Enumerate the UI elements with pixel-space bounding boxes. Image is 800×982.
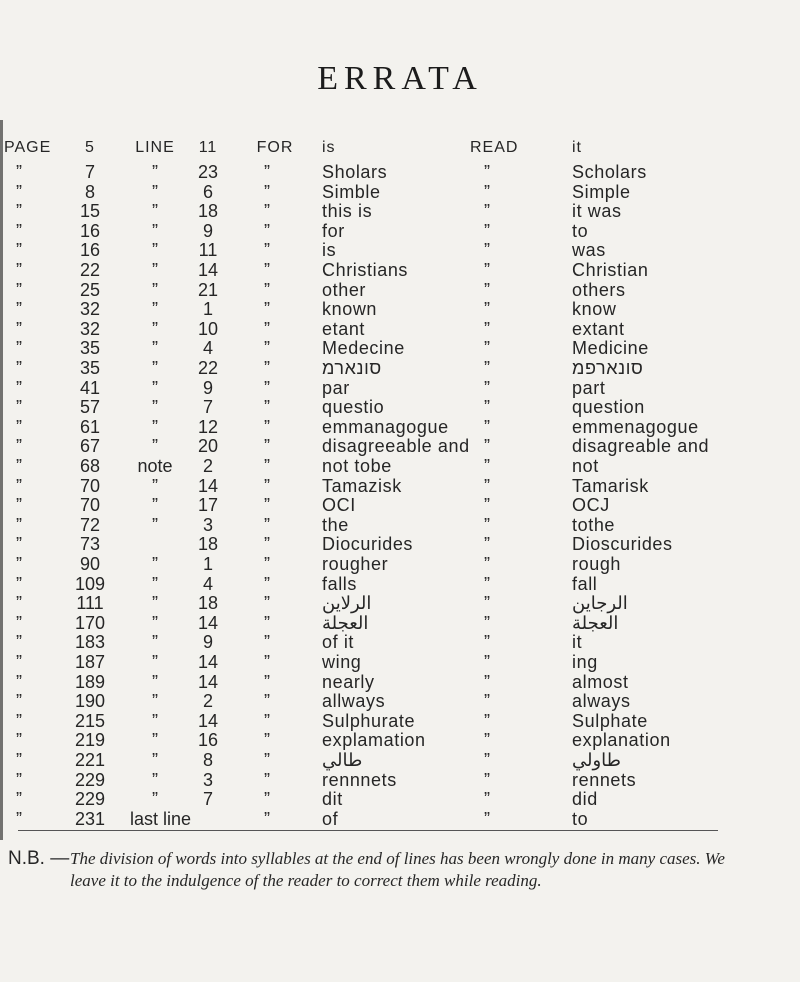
ditto-mark: ” — [264, 691, 270, 712]
wrong-text: סונארמ — [322, 358, 382, 378]
wrong-text: of — [322, 808, 339, 829]
correct-text: it was — [572, 201, 622, 222]
correct-text: סונארפמ — [572, 358, 644, 378]
ditto-mark: ” — [16, 750, 22, 770]
wrong-text: falls — [322, 573, 358, 594]
line-ditto: ” — [152, 789, 158, 810]
line-number: 9 — [202, 220, 213, 241]
ditto-mark: ” — [484, 671, 490, 692]
line-number: 22 — [197, 358, 219, 378]
ditto-mark: ” — [264, 573, 270, 594]
wrong-text: Christians — [322, 260, 409, 280]
correct-text: fall — [572, 573, 598, 594]
ditto-mark: ” — [484, 475, 490, 496]
line-ditto: ” — [152, 260, 158, 280]
ditto-mark: ” — [264, 416, 270, 437]
ditto-mark: ” — [484, 220, 490, 241]
correct-text: Christian — [572, 260, 649, 280]
ditto-mark: ” — [484, 612, 490, 633]
ditto-mark: ” — [264, 397, 270, 418]
page-number: 229 — [74, 789, 106, 810]
page-number: 187 — [74, 652, 106, 672]
page-number: 72 — [79, 514, 101, 535]
line-number: 10 — [197, 318, 219, 339]
line-number: 9 — [202, 377, 213, 398]
wrong-text: Simble — [322, 181, 381, 202]
ditto-mark: ” — [264, 456, 270, 476]
ditto-mark: ” — [16, 299, 22, 320]
wrong-text: known — [322, 299, 378, 320]
ditto-mark: ” — [16, 691, 22, 712]
page-number: 111 — [76, 593, 104, 614]
page-number: 8 — [84, 181, 95, 202]
line-number: 14 — [197, 475, 219, 496]
page-number: 219 — [74, 730, 106, 751]
line-ditto: ” — [152, 279, 158, 300]
line-number: 11 — [198, 240, 218, 261]
page-number: 16 — [79, 220, 101, 241]
wrong-text: الرلاين — [322, 593, 372, 614]
line-number: 18 — [197, 593, 219, 614]
ditto-mark: ” — [16, 710, 22, 731]
wrong-text: Tamazisk — [322, 475, 402, 496]
line-ditto: ” — [152, 240, 158, 261]
line-ditto: ” — [152, 612, 158, 633]
ditto-mark: ” — [16, 416, 22, 437]
line-ditto: ” — [152, 514, 158, 535]
ditto-mark: ” — [484, 416, 490, 437]
correct-text: Dioscurides — [572, 534, 673, 555]
line-ditto: ” — [152, 318, 158, 339]
header-row — [0, 136, 800, 160]
ditto-mark: ” — [16, 397, 22, 418]
page-number: 90 — [79, 554, 101, 574]
line-ditto: ” — [152, 495, 158, 516]
line-ditto: ” — [152, 652, 158, 672]
wrong-text: other — [322, 279, 367, 300]
line-number: 14 — [197, 612, 219, 633]
line-ditto: ” — [152, 710, 158, 731]
wrong-text: is — [322, 240, 337, 261]
line-ditto: ” — [152, 358, 158, 378]
correct-text: Sulphate — [572, 710, 648, 731]
errata-row — [0, 807, 800, 831]
line-number: 1 — [202, 554, 213, 574]
ditto-mark: ” — [16, 671, 22, 692]
wrong-text: Sulphurate — [322, 710, 416, 731]
wrong-text: Diocurides — [322, 534, 414, 555]
line-number: 23 — [197, 162, 219, 182]
line-number: 16 — [197, 730, 219, 751]
wrong-text: emmanagogue — [322, 416, 449, 437]
page-number: 41 — [79, 377, 101, 398]
line-number: 2 — [202, 456, 213, 476]
ditto-mark: ” — [16, 593, 22, 614]
page-number: 190 — [74, 691, 106, 712]
wrong-text: Sholars — [322, 162, 388, 182]
ditto-mark: ” — [264, 318, 270, 339]
ditto-mark: ” — [264, 436, 270, 457]
ditto-mark: ” — [264, 495, 270, 516]
ditto-mark: ” — [16, 358, 22, 378]
wrong-text: not tobe — [322, 456, 392, 476]
first-page-number: 5 — [85, 139, 95, 156]
line-ditto: ” — [152, 181, 158, 202]
wrong-text: questio — [322, 397, 385, 418]
correct-text: others — [572, 279, 626, 300]
page-number: 15 — [79, 201, 101, 222]
ditto-mark: ” — [484, 652, 490, 672]
correct-text: rough — [572, 554, 622, 574]
line-number: 14 — [197, 671, 219, 692]
line-number: 12 — [197, 416, 219, 437]
ditto-mark: ” — [264, 181, 270, 202]
line-ditto: ” — [152, 416, 158, 437]
ditto-mark: ” — [264, 554, 270, 574]
wrong-text: disagreeable and — [322, 436, 470, 457]
line-number: 3 — [202, 769, 213, 790]
correct-text: Tamarisk — [572, 475, 649, 496]
correct-text: it — [572, 632, 583, 653]
page-number: 221 — [74, 750, 106, 770]
ditto-mark: ” — [484, 260, 490, 280]
header-line: LINE — [135, 139, 175, 156]
ditto-mark: ” — [484, 808, 490, 829]
ditto-mark: ” — [484, 181, 490, 202]
line-number: 8 — [202, 750, 213, 770]
correct-text: did — [572, 789, 598, 810]
line-ditto: ” — [152, 299, 158, 320]
line-ditto: ” — [152, 769, 158, 790]
ditto-mark: ” — [16, 534, 22, 555]
first-correct-text: it — [572, 139, 582, 156]
footnote-rule — [18, 830, 718, 831]
ditto-mark: ” — [16, 495, 22, 516]
correct-text: extant — [572, 318, 625, 339]
ditto-mark: ” — [484, 338, 490, 359]
ditto-mark: ” — [16, 573, 22, 594]
correct-text: Medicine — [572, 338, 649, 359]
line-number: 14 — [197, 260, 219, 280]
ditto-mark: ” — [264, 475, 270, 496]
wrong-text: of it — [322, 632, 355, 653]
errata-title: ERRATA — [317, 60, 483, 97]
correct-text: العجلة — [572, 612, 619, 633]
wrong-text: nearly — [322, 671, 375, 692]
correct-text: explanation — [572, 730, 671, 751]
line-ditto: ” — [152, 436, 158, 457]
ditto-mark: ” — [16, 808, 22, 829]
wrong-text: this is — [322, 201, 373, 222]
line-number: 1 — [202, 299, 213, 320]
correct-text: almost — [572, 671, 629, 692]
line-ditto: ” — [152, 475, 158, 496]
correct-text: Simple — [572, 181, 631, 202]
line-number: 4 — [202, 338, 213, 359]
wrong-text: rennnets — [322, 769, 397, 790]
header-read: READ — [470, 139, 519, 156]
wrong-text: explamation — [322, 730, 426, 751]
line-number: 21 — [197, 279, 219, 300]
ditto-mark: ” — [484, 769, 490, 790]
line-number: 6 — [202, 181, 213, 202]
wrong-text: طالي — [322, 750, 363, 770]
ditto-mark: ” — [16, 632, 22, 653]
ditto-mark: ” — [484, 554, 490, 574]
wrong-text: par — [322, 377, 350, 398]
line-ditto: ” — [152, 377, 158, 398]
ditto-mark: ” — [16, 338, 22, 359]
ditto-mark: ” — [16, 377, 22, 398]
correct-text: always — [572, 691, 631, 712]
ditto-mark: ” — [16, 279, 22, 300]
line-number: 9 — [202, 632, 213, 653]
line-ditto: ” — [152, 554, 158, 574]
header-for: FOR — [256, 139, 294, 156]
page-number: 170 — [74, 612, 106, 633]
line-ditto: ” — [152, 397, 158, 418]
ditto-mark: ” — [484, 299, 490, 320]
ditto-mark: ” — [484, 710, 490, 731]
line-number: 7 — [202, 789, 213, 810]
ditto-mark: ” — [16, 240, 22, 261]
ditto-mark: ” — [264, 201, 270, 222]
ditto-mark: ” — [264, 769, 270, 790]
page-number: 25 — [79, 279, 101, 300]
page-number: 215 — [74, 710, 106, 731]
ditto-mark: ” — [484, 691, 490, 712]
ditto-mark: ” — [484, 593, 490, 614]
ditto-mark: ” — [484, 730, 490, 751]
ditto-mark: ” — [484, 573, 490, 594]
ditto-mark: ” — [264, 593, 270, 614]
footnote-text: The division of words into syllables at the end of lines has been wrongly done in many cases. We leave it to the indulgence of the reader to correct them while reading. — [70, 849, 725, 890]
ditto-mark: ” — [484, 436, 490, 457]
ditto-mark: ” — [264, 240, 270, 261]
ditto-mark: ” — [264, 377, 270, 398]
ditto-mark: ” — [16, 652, 22, 672]
correct-text: to — [572, 808, 589, 829]
page-number: 22 — [79, 260, 101, 280]
ditto-mark: ” — [16, 769, 22, 790]
ditto-mark: ” — [16, 318, 22, 339]
ditto-mark: ” — [16, 456, 22, 476]
line-ditto: ” — [152, 162, 158, 182]
page-number: 70 — [79, 475, 101, 496]
ditto-mark: ” — [484, 456, 490, 476]
wrong-text: العجلة — [322, 612, 369, 633]
wrong-text: etant — [322, 318, 366, 339]
page-number: 35 — [79, 338, 101, 359]
line-ditto: ” — [152, 671, 158, 692]
ditto-mark: ” — [16, 475, 22, 496]
page-number: 73 — [79, 534, 101, 555]
page-number: 183 — [74, 632, 106, 653]
correct-text: part — [572, 377, 606, 398]
correct-text: طاولي — [572, 750, 621, 770]
ditto-mark: ” — [16, 789, 22, 810]
ditto-mark: ” — [484, 318, 490, 339]
wrong-text: the — [322, 514, 349, 535]
ditto-mark: ” — [264, 358, 270, 378]
page-number: 68 — [79, 456, 101, 476]
line-ditto: ” — [152, 201, 158, 222]
ditto-mark: ” — [264, 338, 270, 359]
correct-text: disagreable and — [572, 436, 710, 457]
page-number: 32 — [79, 299, 101, 320]
wrong-text: OCI — [322, 495, 356, 516]
page-number: 7 — [84, 162, 95, 182]
ditto-mark: ” — [16, 220, 22, 241]
ditto-mark: ” — [264, 299, 270, 320]
page-number: 57 — [79, 397, 101, 418]
first-wrong-text: is — [322, 139, 336, 156]
line-ditto: ” — [152, 730, 158, 751]
ditto-mark: ” — [264, 750, 270, 770]
correct-text: tothe — [572, 514, 616, 535]
ditto-mark: ” — [16, 730, 22, 751]
page-number: 229 — [74, 769, 106, 790]
ditto-mark: ” — [484, 358, 490, 378]
ditto-mark: ” — [16, 162, 22, 182]
ditto-mark: ” — [484, 750, 490, 770]
line-number: 20 — [197, 436, 219, 457]
ditto-mark: ” — [484, 514, 490, 535]
ditto-mark: ” — [484, 162, 490, 182]
ditto-mark: ” — [484, 534, 490, 555]
line-ditto: ” — [152, 593, 158, 614]
ditto-mark: ” — [16, 181, 22, 202]
line-number: 17 — [197, 495, 219, 516]
wrong-text: rougher — [322, 554, 389, 574]
ditto-mark: ” — [16, 612, 22, 633]
wrong-text: dit — [322, 789, 343, 810]
line-number: 18 — [197, 201, 219, 222]
line-number: 2 — [202, 691, 213, 712]
ditto-mark: ” — [16, 260, 22, 280]
ditto-mark: ” — [264, 514, 270, 535]
ditto-mark: ” — [264, 279, 270, 300]
ditto-mark: ” — [264, 612, 270, 633]
ditto-mark: ” — [264, 220, 270, 241]
correct-text: Scholars — [572, 162, 647, 182]
wrong-text: for — [322, 220, 345, 241]
correct-text: was — [572, 240, 606, 261]
line-number: 18 — [197, 534, 219, 555]
correct-text: OCJ — [572, 495, 610, 516]
ditto-mark: ” — [484, 240, 490, 261]
correct-text: emmenagogue — [572, 416, 699, 437]
ditto-mark: ” — [484, 397, 490, 418]
correct-text: rennets — [572, 769, 637, 790]
wrong-text: wing — [322, 652, 362, 672]
page-number: 32 — [79, 318, 101, 339]
ditto-mark: ” — [16, 201, 22, 222]
ditto-mark: ” — [264, 808, 270, 829]
page-number: 35 — [79, 358, 101, 378]
page-number: 61 — [79, 416, 101, 437]
correct-text: question — [572, 397, 645, 418]
ditto-mark: ” — [264, 162, 270, 182]
ditto-mark: ” — [16, 514, 22, 535]
ditto-mark: ” — [264, 710, 270, 731]
header-page: PAGE — [4, 139, 52, 156]
page-number: 67 — [79, 436, 101, 457]
line-ditto: ” — [152, 573, 158, 594]
line-ditto: note — [137, 456, 173, 476]
line-number: 14 — [197, 710, 219, 731]
line-ditto: ” — [152, 338, 158, 359]
ditto-mark: ” — [264, 260, 270, 280]
correct-text: know — [572, 299, 617, 320]
ditto-mark: ” — [484, 201, 490, 222]
ditto-mark: ” — [264, 671, 270, 692]
line-ditto: ” — [152, 750, 158, 770]
correct-text: ing — [572, 652, 598, 672]
ditto-mark: ” — [264, 789, 270, 810]
page-number: 70 — [79, 495, 101, 516]
line-number: 4 — [202, 573, 213, 594]
ditto-mark: ” — [264, 652, 270, 672]
page-number: 231 — [74, 808, 106, 829]
wrong-text: Medecine — [322, 338, 405, 359]
ditto-mark: ” — [484, 377, 490, 398]
footnote-label: N.B. — — [8, 848, 70, 869]
ditto-mark: ” — [484, 495, 490, 516]
wrong-text: allways — [322, 691, 386, 712]
line-number: 7 — [202, 397, 213, 418]
page-number: 16 — [79, 240, 101, 261]
ditto-mark: ” — [484, 279, 490, 300]
correct-text: not — [572, 456, 599, 476]
line-number: 3 — [202, 514, 213, 535]
first-line-number: 11 — [198, 139, 218, 156]
line-ditto: ” — [152, 691, 158, 712]
ditto-mark: ” — [484, 632, 490, 653]
correct-text: to — [572, 220, 589, 241]
ditto-mark: ” — [16, 554, 22, 574]
line-ditto: ” — [152, 632, 158, 653]
ditto-mark: ” — [264, 730, 270, 751]
ditto-mark: ” — [16, 436, 22, 457]
correct-text: الرجاين — [572, 593, 628, 614]
page-number: 189 — [74, 671, 106, 692]
ditto-mark: ” — [264, 632, 270, 653]
line-ditto: ” — [152, 220, 158, 241]
ditto-mark: ” — [264, 534, 270, 555]
line-number: 14 — [197, 652, 219, 672]
ditto-mark: ” — [484, 789, 490, 810]
line-ditto: last line — [130, 808, 192, 829]
page-number: 109 — [74, 573, 106, 594]
